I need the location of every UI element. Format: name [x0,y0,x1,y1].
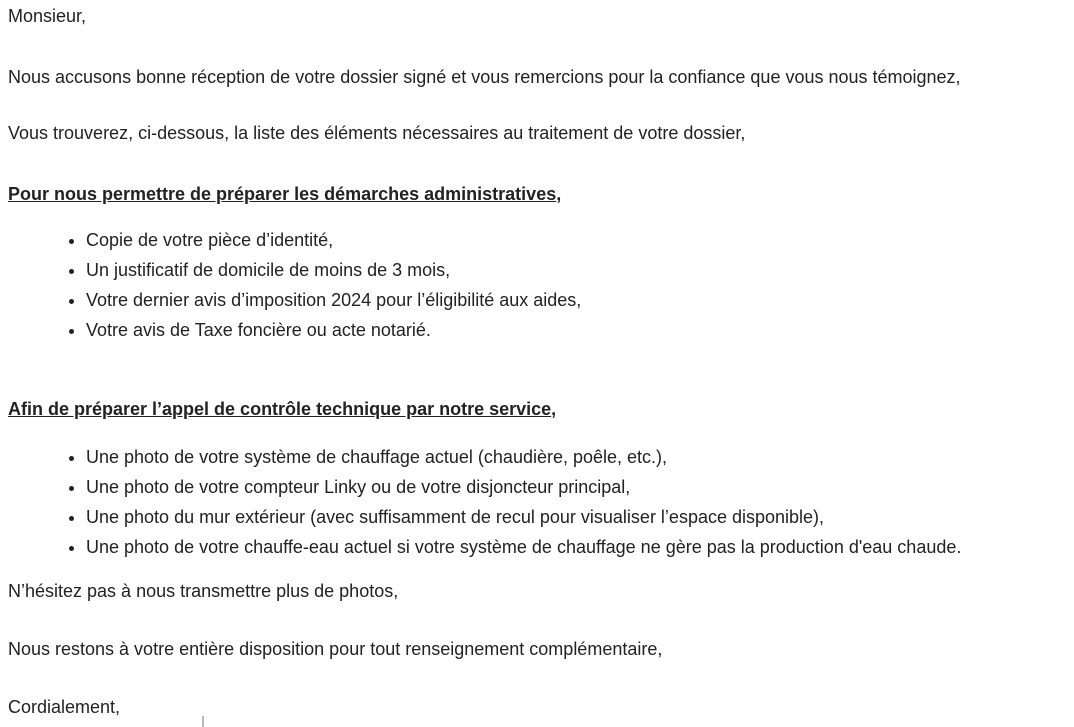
list-item: • Une photo de votre système de chauffage actuel (chaudière, poêle, etc.), [86,442,1060,472]
section-heading-administrative-text: Pour nous permettre de préparer les démarches administratives [8,184,557,204]
signature-left-border [202,716,204,727]
list-item: • Un justificatif de domicile de moins de 3 mois, [86,255,1060,285]
section-heading-administrative [8,183,1060,205]
signoff: Cordialement, [8,697,121,717]
list-item: • Une photo de votre chauffe-eau actuel si votre système de chauffage ne gère pas la production d'eau chaude. [86,532,1060,562]
section-heading-administrative-comma: , [556,184,562,204]
list-item: • Une photo de votre compteur Linky ou de votre disjoncteur principal, [86,472,1060,502]
list-item: • Votre avis de Taxe foncière ou acte notarié. [86,315,1060,345]
list-administrative-documents [8,225,1060,345]
section-heading-technical-text: Afin de préparer l’appel de contrôle technique par notre service [8,399,552,419]
paragraph-list-intro: Vous trouverez, ci-dessous, la liste des éléments nécessaires au traitement de votre dossier, [8,123,746,143]
section-heading-technical [8,398,1060,420]
list-item: • Copie de votre pièce d’identité, [86,225,1060,255]
salutation: Monsieur, [8,6,87,26]
list-item: • Votre dernier avis d’imposition 2024 pour l’éligibilité aux aides, [86,285,1060,315]
paragraph-more-photos: N’hésitez pas à nous transmettre plus de photos, [8,581,399,601]
list-item: • Une photo du mur extérieur (avec suffisamment de recul pour visualiser l’espace disponible), [86,502,1060,532]
section-heading-technical-comma: , [551,399,557,419]
paragraph-receipt-confirmation: Nous accusons bonne réception de votre dossier signé et vous remercions pour la confiance que vous nous témoignez, [8,67,961,87]
list-technical-photos [8,442,1060,562]
paragraph-at-your-disposal: Nous restons à votre entière disposition pour tout renseignement complémentaire, [8,639,663,659]
